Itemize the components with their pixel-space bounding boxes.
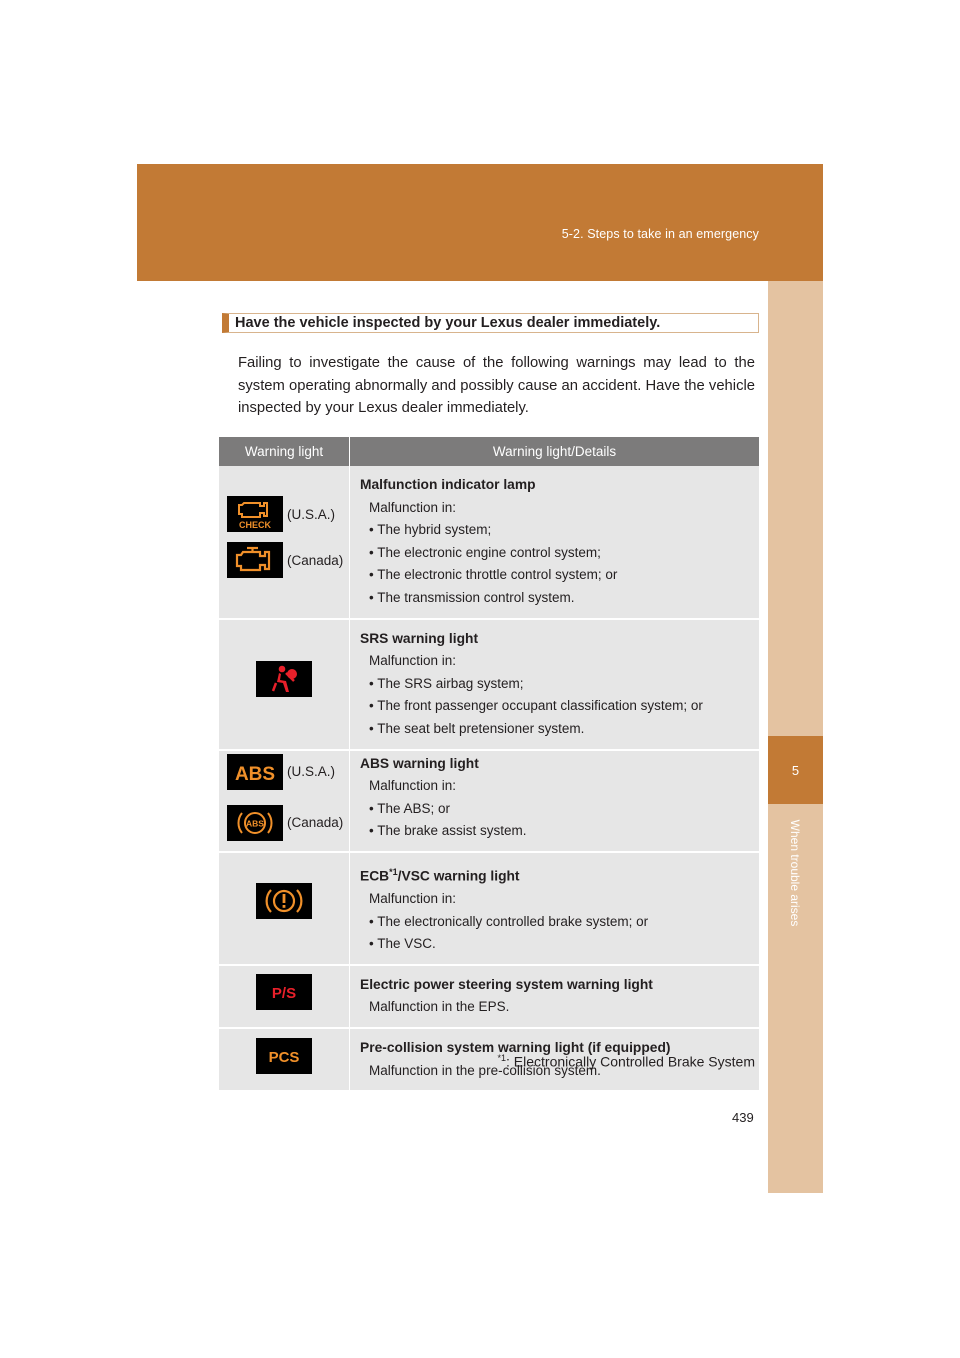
- eps-title: Electric power steering system warning light: [360, 976, 653, 992]
- footnote-text: : Electronically Controlled Brake System: [506, 1053, 755, 1070]
- details-cell: [350, 750, 760, 852]
- brake-warning-icon: [256, 883, 312, 919]
- abs-circle-icon: [227, 805, 283, 841]
- list-item: • The electronically controlled brake system; or: [369, 913, 649, 929]
- table-row: [219, 852, 759, 965]
- check-engine-icon: [227, 496, 283, 532]
- table-header-row: [219, 437, 759, 466]
- ecb-sub: Malfunction in:: [369, 891, 457, 907]
- icon-cell: [219, 965, 350, 1028]
- list-item: • The transmission control system.: [369, 589, 575, 605]
- srs-sub: Malfunction in:: [369, 653, 457, 669]
- table-row: [219, 466, 759, 619]
- table-row: [219, 965, 759, 1028]
- icon-cell: [219, 750, 350, 852]
- list-item: • The ABS; or: [369, 800, 451, 816]
- list-item: • The hybrid system;: [369, 522, 492, 538]
- list-item: • The VSC.: [369, 936, 436, 952]
- details-cell: [350, 466, 760, 619]
- region-label-canada: (Canada): [287, 552, 344, 568]
- table-row: [219, 750, 759, 852]
- abs-sub: Malfunction in:: [369, 778, 457, 794]
- header-details: Warning light/Details: [350, 437, 760, 466]
- region-label-usa: (U.S.A.): [287, 506, 336, 522]
- abs-icon-text: ABS: [234, 763, 276, 785]
- list-item: • The electronic throttle control system; or: [369, 567, 618, 583]
- ps-icon-text: P/S: [271, 985, 297, 1003]
- pcs-title: Pre-collision system warning light (if equipped): [360, 1040, 671, 1056]
- icon-cell: [219, 466, 350, 619]
- ecb-title: ECB$^{*1}$/VSC warning light: [360, 866, 520, 884]
- section-title: 5-2. Steps to take in an emergency: [561, 227, 759, 241]
- page-number: 439: [732, 1110, 754, 1125]
- icon-cell: [219, 1028, 350, 1091]
- section-heading: [222, 313, 759, 333]
- list-item: • The brake assist system.: [369, 823, 527, 839]
- airbag-icon: [256, 661, 312, 697]
- list-item: • The SRS airbag system;: [369, 675, 524, 691]
- table-row: [219, 619, 759, 750]
- chapter-label: When trouble arises: [788, 819, 802, 927]
- header-band: [137, 164, 823, 281]
- section-heading-text: Have the vehicle inspected by your Lexus dealer immediately.: [235, 315, 661, 331]
- warning-table: [219, 437, 759, 1092]
- eps-sub: Malfunction in the EPS.: [369, 999, 510, 1015]
- list-item: • The front passenger occupant classification system; or: [369, 698, 703, 714]
- intro-paragraph: Failing to investigate the cause of the following warnings may lead to the system operating abnormally and possibly cause an accident. Have the vehicle inspected by your Lexus dealer immediately.: [238, 355, 755, 416]
- abs-circle-text: ABS: [246, 818, 264, 829]
- footnote: [497, 1053, 755, 1070]
- details-cell: [350, 852, 760, 965]
- region-label-usa: (U.S.A.): [287, 764, 336, 780]
- list-item: • The electronic engine control system;: [369, 544, 601, 560]
- details-cell: [350, 619, 760, 750]
- pcs-sub: Malfunction in the pre-collision system.: [369, 1062, 601, 1078]
- list-item: • The seat belt pretensioner system.: [369, 720, 585, 736]
- mil-sub: Malfunction in:: [369, 499, 457, 515]
- header-warning-light: Warning light: [219, 437, 350, 466]
- abs-text-icon: [227, 754, 283, 790]
- abs-title: ABS warning light: [360, 755, 479, 771]
- mil-title: Malfunction indicator lamp: [360, 477, 536, 492]
- chapter-number-tab: 5: [768, 736, 823, 804]
- details-cell: [350, 965, 760, 1028]
- engine-icon: [227, 542, 283, 578]
- pre-collision-icon: [256, 1038, 312, 1074]
- power-steering-icon: [256, 974, 312, 1010]
- check-text: CHECK: [238, 520, 272, 530]
- pcs-icon-text: PCS: [268, 1048, 300, 1066]
- region-label-canada: (Canada): [287, 815, 344, 831]
- icon-cell: [219, 619, 350, 750]
- footnote-mark: *1: [497, 1053, 506, 1063]
- icon-cell: [219, 852, 350, 965]
- srs-title: SRS warning light: [360, 630, 479, 646]
